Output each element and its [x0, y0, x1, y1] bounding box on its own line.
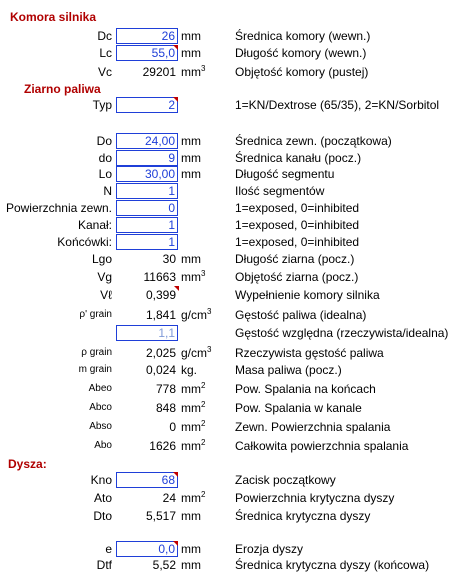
row-abo: [0, 438, 462, 454]
desc-lo: Długość segmentu: [235, 167, 335, 181]
label-e: e: [105, 542, 112, 556]
row-dc: [0, 28, 462, 44]
desc-vg: Objętość ziarna (pocz.): [235, 270, 359, 284]
value-vg: 11663: [143, 270, 176, 284]
row-n: [0, 183, 462, 199]
unit-lgo: mm: [181, 252, 201, 266]
unit-do: mm: [181, 134, 201, 148]
label-dtf: Dtf: [96, 558, 112, 572]
label-do: Do: [96, 134, 112, 148]
desc-m-grain: Masa paliwa (pocz.): [235, 363, 342, 377]
desc-lgo: Długość ziarna (pocz.): [235, 252, 355, 266]
unit-vc: $mm^3$: [181, 64, 206, 79]
unit-rho-grain-real: $g/cm^3$: [181, 345, 212, 360]
row-dtf: [0, 557, 462, 573]
desc-pow-zewn: 1=exposed, 0=inhibited: [235, 201, 360, 215]
value-dto: 5,517: [145, 509, 176, 523]
label-dc: Dc: [97, 29, 112, 43]
label-kno: Kno: [90, 473, 112, 487]
value-abco: 848: [155, 401, 176, 415]
unit-m-grain: kg.: [181, 363, 198, 377]
unit-abo: $mm^2$: [181, 438, 206, 453]
unit-abeo: $mm^2$: [181, 381, 206, 396]
unit-abso: $mm^2$: [181, 419, 206, 434]
unit-ato: $mm^2$: [181, 490, 206, 505]
value-vl: 0,399: [116, 287, 178, 303]
section-komora-silnika: Komora silnika: [10, 10, 97, 24]
label-pow-zewn: Powierzchnia zewn.: [5, 201, 112, 215]
unit-abco: $mm^2$: [181, 400, 206, 415]
row-koncowki: [0, 234, 462, 250]
label-koncowki: Końcówki:: [57, 235, 112, 249]
value-rho-grain-real: 2,025: [145, 346, 176, 360]
desc-koncowki: 1=exposed, 0=inhibited: [235, 235, 360, 249]
unit-dtf: mm: [181, 558, 201, 572]
input-e[interactable]: 0,0: [116, 541, 178, 557]
unit-e: mm: [181, 542, 201, 556]
desc-kno: Zacisk początkowy: [235, 473, 336, 487]
value-m-grain: 0,024: [145, 363, 176, 377]
unit-rho-grain-ideal: $g/cm^3$: [181, 307, 212, 322]
input-kanal[interactable]: 1: [116, 217, 178, 233]
row-d0: [0, 150, 462, 166]
desc-typ: 1=KN/Dextrose (65/35), 2=KN/Sorbitol: [235, 98, 440, 112]
label-lc: Lc: [99, 46, 112, 60]
row-pow-zewn: [0, 200, 462, 216]
value-dtf: 5,52: [152, 558, 176, 572]
row-lc: [0, 45, 462, 61]
value-abeo: 778: [155, 382, 176, 396]
row-do: [0, 133, 462, 149]
desc-abeo: Pow. Spalania na końcach: [235, 382, 376, 396]
desc-dto: Średnica krytyczna dyszy: [235, 509, 371, 523]
input-relative-density[interactable]: 1,1: [116, 325, 178, 341]
desc-rho-grain-ideal: Gęstość paliwa (idealna): [235, 308, 367, 322]
value-abo: 1626: [149, 439, 176, 453]
unit-dto: mm: [181, 509, 201, 523]
value-vc: 29201: [142, 65, 176, 79]
unit-vg: $mm^3$: [181, 269, 206, 284]
label-abeo: Abeo: [88, 383, 112, 394]
desc-abco: Pow. Spalania w kanale: [235, 401, 362, 415]
input-pow-zewn[interactable]: 0: [116, 200, 178, 216]
desc-relative-density: Gęstość względna (rzeczywista/idealna): [235, 326, 449, 340]
row-lo: [0, 166, 462, 182]
input-kno[interactable]: 68: [116, 472, 178, 488]
section-dysza: Dysza:: [8, 457, 47, 471]
row-m-grain: [0, 362, 462, 378]
desc-abso: Zewn. Powierzchnia spalania: [235, 420, 391, 434]
label-abso: Abso: [89, 421, 112, 432]
desc-kanal: 1=exposed, 0=inhibited: [235, 218, 360, 232]
row-rho-grain-real: [0, 345, 462, 361]
row-kno: [0, 472, 462, 488]
row-vl: [0, 287, 462, 303]
input-koncowki[interactable]: 1: [116, 234, 178, 250]
desc-rho-grain-real: Rzeczywista gęstość paliwa: [235, 346, 384, 360]
label-rho-grain-real: ρ grain: [81, 347, 112, 358]
label-m-grain: m grain: [78, 364, 112, 375]
row-kanal: [0, 217, 462, 233]
label-dto: Dto: [93, 509, 112, 523]
row-relative-density: [0, 325, 462, 341]
value-rho-grain-ideal: 1,841: [145, 308, 176, 322]
label-vg: Vg: [97, 270, 112, 284]
value-lgo: 30: [162, 252, 176, 266]
desc-ato: Powierzchnia krytyczna dyszy: [235, 491, 395, 505]
label-lgo: Lgo: [91, 252, 112, 266]
desc-vc: Objętość komory (pustej): [235, 65, 369, 79]
label-vl: Vℓ: [100, 288, 112, 302]
desc-lc: Długość komory (wewn.): [235, 46, 367, 60]
desc-d0: Średnica kanału (pocz.): [235, 151, 362, 165]
label-d0: do: [98, 151, 112, 165]
row-vc: [0, 64, 462, 80]
section-ziarno-paliwa: Ziarno paliwa: [24, 82, 101, 96]
label-vc: Vc: [97, 65, 112, 79]
desc-abo: Całkowita powierzchnia spalania: [235, 439, 409, 453]
label-n: N: [103, 184, 112, 198]
input-d0[interactable]: 9: [116, 150, 178, 166]
label-lo: Lo: [98, 167, 112, 181]
label-abo: Abo: [94, 440, 112, 451]
desc-e: Erozja dyszy: [235, 542, 304, 556]
input-lc[interactable]: 55,0: [116, 45, 178, 61]
desc-dtf: Średnica krytyczna dyszy (końcowa): [235, 558, 430, 572]
input-typ[interactable]: 2: [116, 97, 178, 113]
row-ato: [0, 490, 462, 506]
label-abco: Abco: [89, 402, 112, 413]
row-lgo: [0, 251, 462, 267]
row-abeo: [0, 381, 462, 397]
input-lo[interactable]: 30,00: [116, 166, 178, 182]
unit-lc: mm: [181, 46, 201, 60]
unit-d0: mm: [181, 151, 201, 165]
desc-vl: Wypełnienie komory silnika: [235, 288, 380, 302]
row-e: [0, 541, 462, 557]
row-dto: [0, 508, 462, 524]
row-abso: [0, 419, 462, 435]
label-ato: Ato: [93, 491, 112, 505]
label-rho-grain-ideal: ρ' grain: [79, 309, 112, 320]
value-abso: 0: [169, 420, 176, 434]
desc-n: Ilość segmentów: [235, 184, 325, 198]
unit-dc: mm: [181, 29, 201, 43]
value-ato: 24: [162, 491, 176, 505]
row-vg: [0, 269, 462, 285]
desc-do: Średnica zewn. (początkowa): [235, 134, 392, 148]
row-rho-grain-ideal: [0, 307, 462, 323]
label-kanal: Kanał:: [77, 218, 112, 232]
row-typ: [0, 97, 462, 113]
input-dc[interactable]: 26: [116, 28, 178, 44]
input-do[interactable]: 24,00: [116, 133, 178, 149]
label-typ: Typ: [92, 98, 112, 112]
row-abco: [0, 400, 462, 416]
desc-dc: Średnica komory (wewn.): [235, 29, 371, 43]
unit-lo: mm: [181, 167, 201, 181]
input-n[interactable]: 1: [116, 183, 178, 199]
